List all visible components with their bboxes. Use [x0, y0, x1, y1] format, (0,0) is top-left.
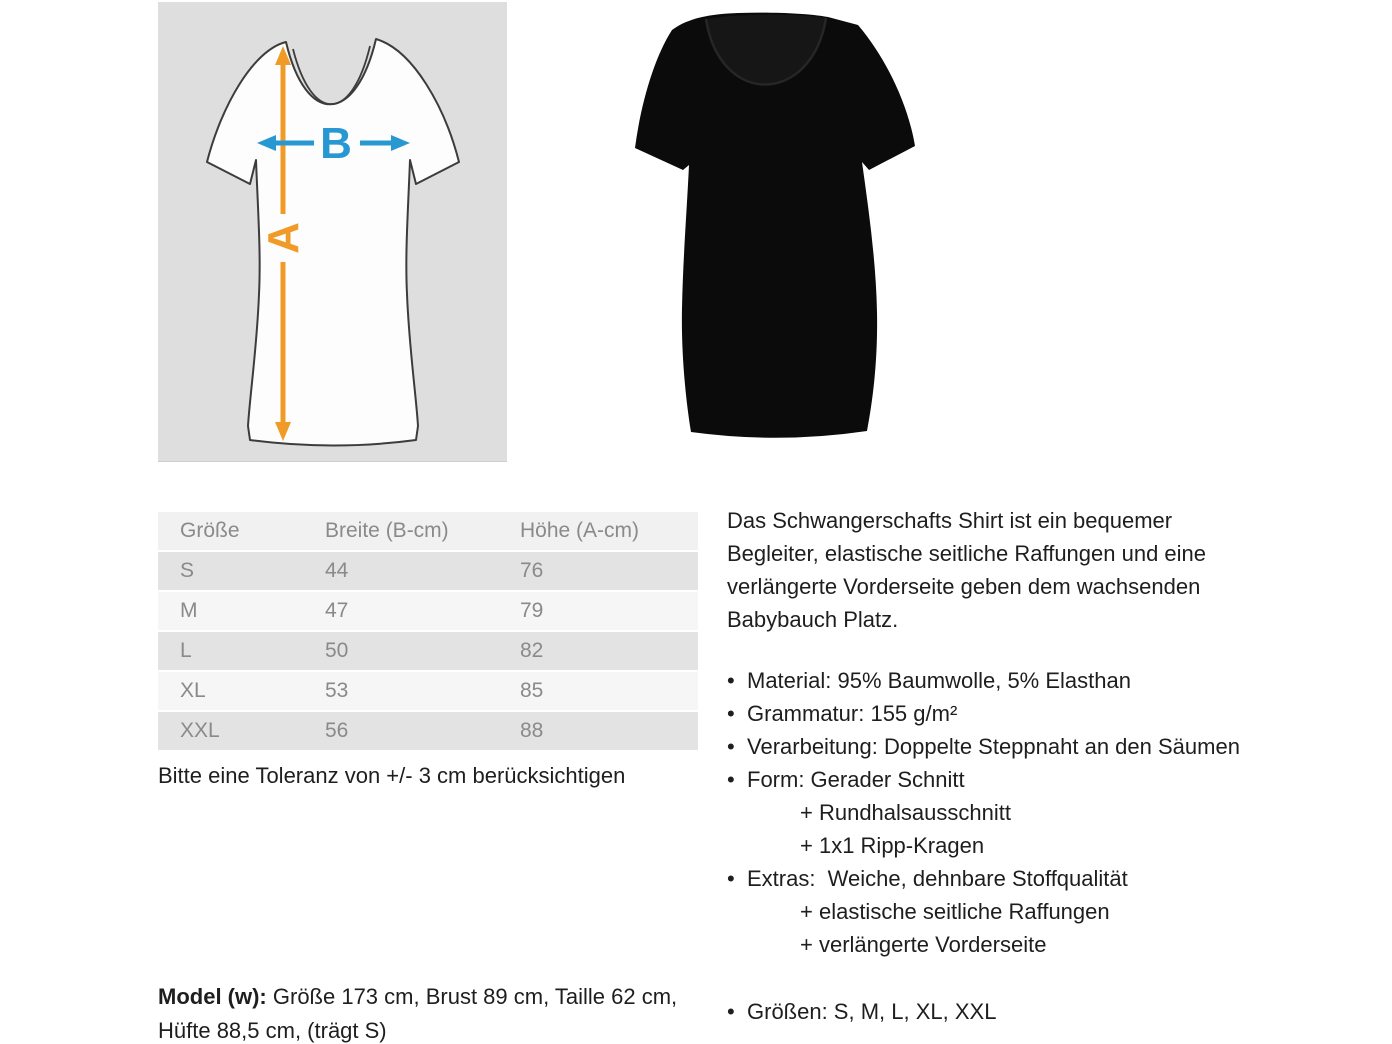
col-header-size: Größe — [158, 512, 303, 551]
feature-form-sub1: + Rundhalsausschnitt — [800, 800, 1011, 825]
table-row: XL 53 85 — [158, 671, 698, 711]
model-info-line1: Model (w): Größe 173 cm, Brust 89 cm, Taille 62 cm, — [158, 984, 678, 1009]
product-photo — [560, 0, 980, 470]
table-row: L 50 82 — [158, 631, 698, 671]
feature-material: • Material: 95% Baumwolle, 5% Elasthan — [727, 664, 1327, 697]
tshirt-outline — [207, 39, 459, 446]
feature-verarbeitung: • Verarbeitung: Doppelte Steppnaht an den Säumen — [727, 730, 1327, 763]
width-label-b: B — [320, 119, 352, 168]
table-row: S 44 76 — [158, 551, 698, 591]
feature-extras-sub2: + verlängerte Vorderseite — [800, 932, 1047, 957]
feature-form-sub2: + 1x1 Ripp-Kragen — [800, 833, 985, 858]
model-info — [158, 980, 778, 1044]
feature-sizes: • Größen: S, M, L, XL, XXL — [727, 995, 1327, 1028]
feature-form: • Form: Gerader Schnitt — [727, 763, 1327, 796]
model-label: Model (w): — [158, 984, 267, 1009]
bullet-icon: • — [727, 999, 735, 1024]
size-table-header-row — [158, 512, 698, 551]
table-row: XXL 56 88 — [158, 711, 698, 751]
col-header-height: Höhe (A-cm) — [498, 512, 698, 551]
col-header-width: Breite (B-cm) — [303, 512, 498, 551]
size-table — [158, 512, 698, 752]
measurement-diagram — [158, 2, 507, 462]
height-label-a: A — [259, 222, 308, 254]
feature-extras: • Extras: Weiche, dehnbare Stoffqualität — [727, 862, 1327, 895]
product-description: Das Schwangerschafts Shirt ist ein bequemer Begleiter, elastische seitliche Raffungen und eine verlängerte Vorderseite geben dem wachsenden Babybauch Platz. — [727, 508, 1207, 632]
model-info-line2: Hüfte 88,5 cm, (trägt S) — [158, 1018, 387, 1043]
bullet-icon: • — [727, 701, 735, 726]
bullet-icon: • — [727, 866, 735, 891]
tolerance-note: Bitte eine Toleranz von +/- 3 cm berücksichtigen — [158, 763, 626, 788]
product-description-column — [727, 504, 1327, 1028]
feature-grammatur: • Grammatur: 155 g/m² — [727, 697, 1327, 730]
feature-list — [727, 664, 1327, 1028]
bullet-icon: • — [727, 734, 735, 759]
feature-extras-sub1: + elastische seitliche Raffungen — [800, 899, 1110, 924]
bullet-icon: • — [727, 767, 735, 792]
bullet-icon: • — [727, 668, 735, 693]
table-row: M 47 79 — [158, 591, 698, 631]
